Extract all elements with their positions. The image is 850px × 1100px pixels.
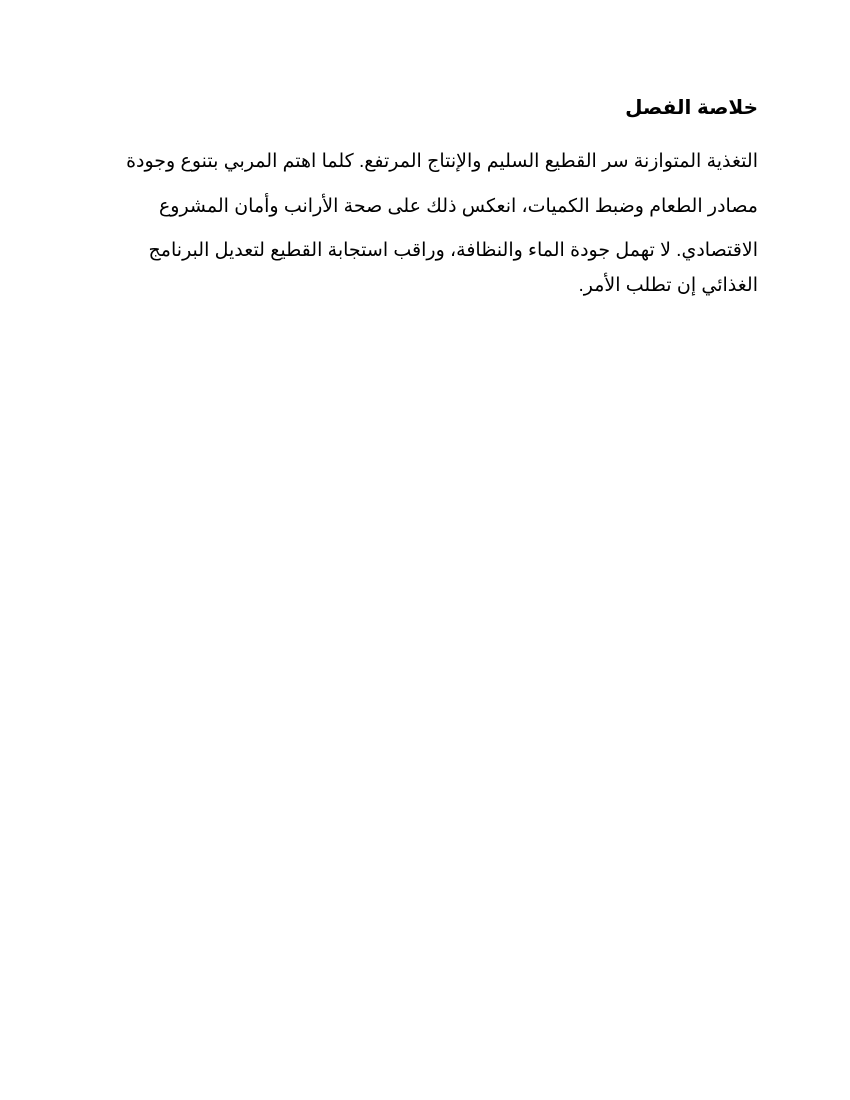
- paragraph-line: مصادر الطعام وضبط الكميات، انعكس ذلك على صحة الأرانب وأمان المشروع: [158, 196, 758, 217]
- paragraph-line: التغذية المتوازنة سر القطيع السليم والإنتاج المرتفع. كلما اهتم المربي بتنوع وجودة: [126, 151, 758, 172]
- paragraph-line: الاقتصادي. لا تهمل جودة الماء والنظافة، وراقب استجابة القطيع لتعديل البرنامج: [148, 240, 758, 261]
- paragraph-line: الغذائي إن تطلب الأمر.: [578, 275, 758, 296]
- section-heading: خلاصة الفصل: [625, 97, 758, 119]
